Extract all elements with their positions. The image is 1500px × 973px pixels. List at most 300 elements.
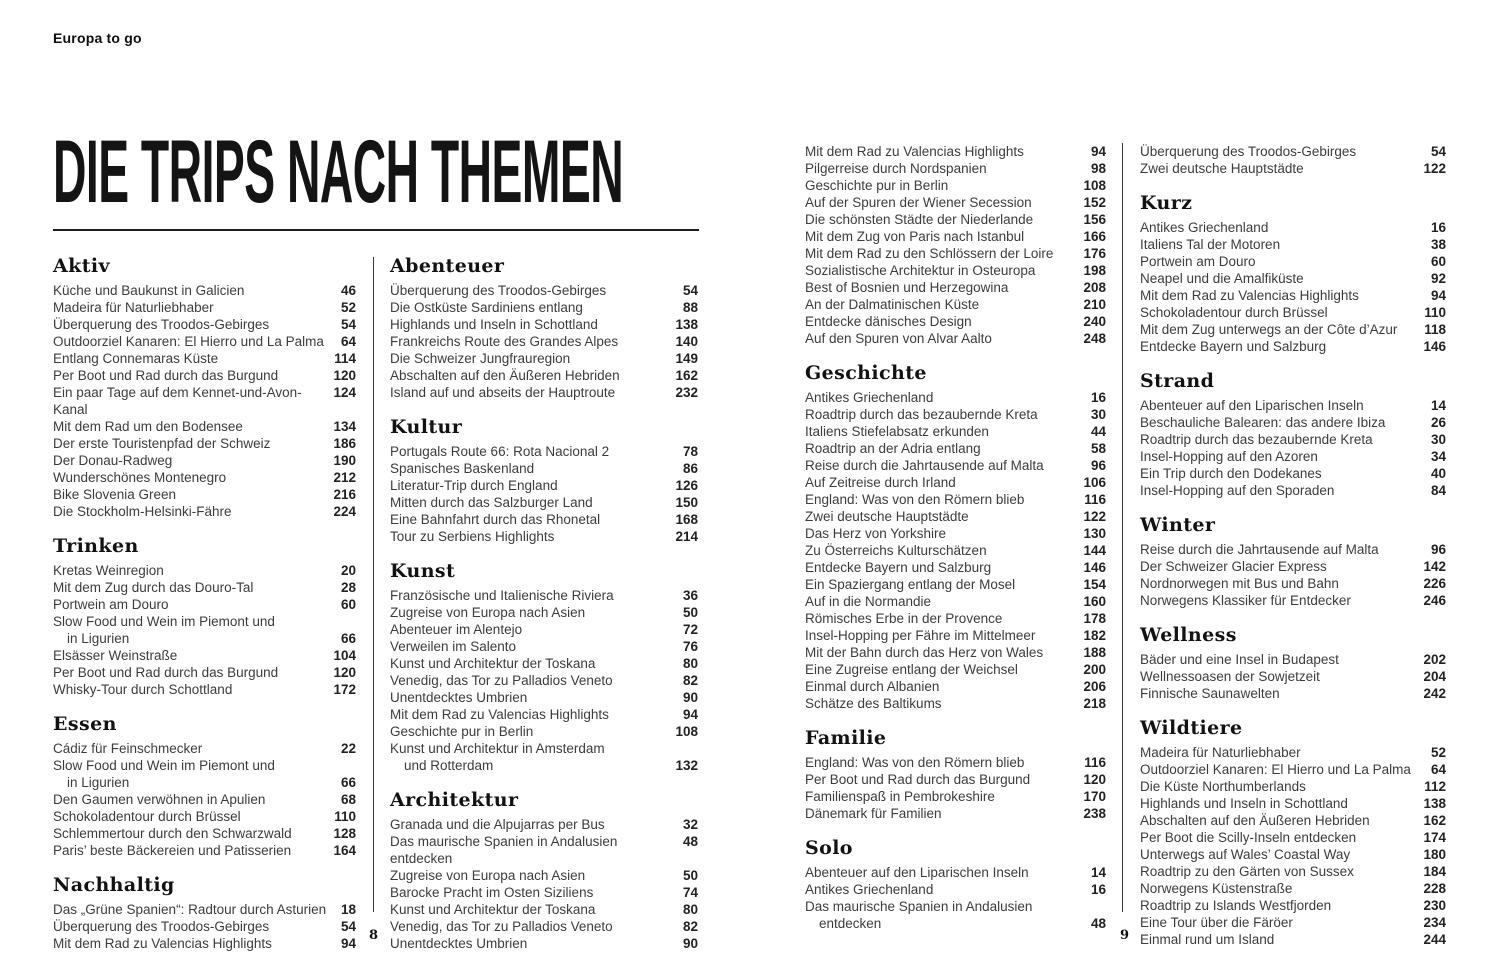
column-divider: [1122, 143, 1123, 912]
entry-page-number: 242: [1423, 686, 1446, 701]
entry-title: Wellnessoasen der Sowjetzeit: [1140, 669, 1320, 684]
toc-entry: [805, 661, 1106, 678]
toc-entry: [1140, 863, 1446, 880]
entry-line: [390, 494, 698, 511]
section-heading: Abenteuer: [390, 255, 505, 277]
entry-title: Entdecke Bayern und Salzburg: [1140, 339, 1327, 354]
entry-line: [805, 542, 1106, 559]
toc-entry: [53, 333, 356, 350]
entry-line: [53, 350, 356, 367]
entry-page-number: 52: [1430, 745, 1446, 760]
entry-page-number: 26: [1430, 415, 1446, 430]
entry-line: [1140, 592, 1446, 609]
toc-entry: [1140, 287, 1446, 304]
toc-entry: [1140, 575, 1446, 592]
entry-line: [1140, 287, 1446, 304]
entry-title: Auf Zeitreise durch Irland: [805, 475, 956, 490]
entry-page-number: 28: [340, 580, 356, 595]
entry-line: [805, 423, 1106, 440]
entry-line: [805, 143, 1106, 160]
entry-line: [1140, 541, 1446, 558]
section-heading: Winter: [1140, 514, 1216, 536]
entry-line: [390, 935, 698, 952]
entry-page-number: 96: [1090, 458, 1106, 473]
entry-page-number: 84: [1430, 483, 1446, 498]
entry-line: [1140, 685, 1446, 702]
entry-page-number: 86: [682, 461, 698, 476]
entry-page-number: 38: [1430, 237, 1446, 252]
entry-page-number: 168: [675, 512, 698, 527]
entry-page-number: 124: [333, 385, 356, 400]
toc-entry: [805, 228, 1106, 245]
entry-title: Mit dem Rad zu Valencias Highlights: [390, 707, 609, 722]
toc-entry: [53, 367, 356, 384]
toc-entry: [1140, 253, 1446, 270]
entry-page-number: 30: [1090, 407, 1106, 422]
entry-title: Tour zu Serbiens Highlights: [390, 529, 555, 544]
entry-line: [390, 299, 698, 316]
entry-line: [1140, 575, 1446, 592]
section-heading: Aktiv: [53, 255, 110, 277]
entry-page-number: 78: [682, 444, 698, 459]
entry-page-number: 202: [1423, 652, 1446, 667]
entry-title: Bike Slovenia Green: [53, 487, 177, 502]
toc-section: [1140, 192, 1446, 355]
entry-line: [805, 525, 1106, 542]
entry-title: Wunderschönes Montenegro: [53, 470, 227, 485]
entry-line: [805, 330, 1106, 347]
entry-line: [53, 901, 356, 918]
entry-title: Überquerung des Troodos-Gebirges: [53, 317, 270, 332]
section-heading: Familie: [805, 727, 887, 749]
entry-page-number: 232: [675, 385, 698, 400]
toc-entry: [805, 644, 1106, 661]
toc-entry: [805, 194, 1106, 211]
page-number-left: 8: [369, 928, 379, 943]
entry-title: Eine Tour über die Färöer: [1140, 915, 1293, 930]
entry-title: Abenteuer im Alentejo: [390, 622, 523, 637]
entry-line: [805, 593, 1106, 610]
column-divider: [373, 257, 374, 912]
toc-entry: [53, 596, 356, 613]
entry-page-number: 216: [333, 487, 356, 502]
toc-entry: [53, 503, 356, 520]
entry-title: Madeira für Naturliebhaber: [53, 300, 214, 315]
entry-title: Mit dem Rad zu den Schlössern der Loire: [805, 246, 1054, 261]
entry-title: Elsässer Weinstraße: [53, 648, 178, 663]
entry-title: Einmal rund um Island: [1140, 932, 1275, 947]
toc-entry: [805, 160, 1106, 177]
entry-page-number: 144: [1083, 543, 1106, 558]
toc-entry: [1140, 846, 1446, 863]
entry-line: [805, 440, 1106, 457]
entry-page-number: 82: [682, 919, 698, 934]
entry-line: [1140, 863, 1446, 880]
entry-page-number: 208: [1083, 280, 1106, 295]
entry-page-number: 126: [675, 478, 698, 493]
entry-title: Römisches Erbe in der Provence: [805, 611, 1003, 626]
entry-line: [1140, 431, 1446, 448]
entry-page-number: 66: [340, 631, 356, 646]
toc-entry: [1140, 880, 1446, 897]
entry-title: Verweilen im Salento: [390, 639, 517, 654]
entry-title: Mit dem Zug unterwegs an der Côte d’Azur: [1140, 322, 1398, 337]
entry-line: [1140, 812, 1446, 829]
entry-title: Norwegens Küstenstraße: [1140, 881, 1293, 896]
toc-section: [805, 143, 1106, 347]
entry-line: [390, 621, 698, 638]
entry-title: Überquerung des Troodos-Gebirges: [1140, 144, 1357, 159]
section-heading: Architektur: [390, 789, 519, 811]
toc-entry: [390, 706, 698, 723]
entry-title: Insel-Hopping per Fähre im Mittelmeer: [805, 628, 1036, 643]
toc-entry: [805, 330, 1106, 347]
entry-line: [1140, 846, 1446, 863]
toc-entry: [1140, 465, 1446, 482]
entry-page-number: 60: [1430, 254, 1446, 269]
entry-line: [390, 367, 698, 384]
toc-entry: [390, 867, 698, 884]
entry-page-number: 212: [333, 470, 356, 485]
entry-line: [805, 695, 1106, 712]
toc-entry: [805, 440, 1106, 457]
entry-page-number: 116: [1084, 755, 1106, 770]
entry-title: Insel-Hopping auf den Azoren: [1140, 449, 1318, 464]
toc-entry: [53, 435, 356, 452]
entry-title: Ein Trip durch den Dodekanes: [1140, 466, 1322, 481]
toc-entry: [805, 898, 1106, 932]
toc-entry: [53, 757, 356, 791]
toc-section: [53, 874, 356, 952]
entry-page-number: 104: [333, 648, 356, 663]
entry-page-number: 54: [340, 919, 356, 934]
section-heading: Kurz: [1140, 192, 1193, 214]
entry-title: Per Boot und Rad durch das Burgund: [53, 368, 279, 383]
entry-line: [805, 788, 1106, 805]
entry-page-number: 170: [1083, 789, 1106, 804]
entry-page-number: 154: [1083, 577, 1106, 592]
entry-title: Auf in die Normandie: [805, 594, 932, 609]
entry-page-number: 234: [1423, 915, 1446, 930]
toc-entry: [1140, 414, 1446, 431]
entry-title: Sozialistische Architektur in Osteuropa: [805, 263, 1036, 278]
entry-title: Ein paar Tage auf dem Kennet-und-Avon-Kanal: [53, 385, 302, 417]
entry-line: [1140, 761, 1446, 778]
entry-title: Neapel und die Amalfiküste: [1140, 271, 1304, 286]
toc-entry: [1140, 304, 1446, 321]
entry-line: [1140, 465, 1446, 482]
entry-title: Mit dem Rad zu Valencias Highlights: [53, 936, 272, 951]
entry-line: [805, 678, 1106, 695]
toc-entry: [805, 262, 1106, 279]
section-heading: Strand: [1140, 370, 1215, 392]
entry-page-number: 76: [682, 639, 698, 654]
toc-entry: [390, 367, 698, 384]
toc-entry: [390, 672, 698, 689]
entry-page-number: 244: [1423, 932, 1446, 947]
entry-title: Roadtrip zu den Gärten von Sussex: [1140, 864, 1354, 879]
entry-title: Entlang Connemaras Küste: [53, 351, 219, 366]
toc-entry: [1140, 143, 1446, 160]
entry-title: Der Donau-Radweg: [53, 453, 173, 468]
entry-line: [805, 491, 1106, 508]
entry-page-number: 40: [1430, 466, 1446, 481]
entry-line: [1140, 270, 1446, 287]
entry-line: [1140, 414, 1446, 431]
toc-entry: [1140, 270, 1446, 287]
toc-entry: [390, 350, 698, 367]
entry-title: Nordnorwegen mit Bus und Bahn: [1140, 576, 1339, 591]
entry-line: [805, 864, 1106, 881]
entry-line: [390, 460, 698, 477]
toc-entry: [1140, 761, 1446, 778]
entry-title: Insel-Hopping auf den Sporaden: [1140, 483, 1335, 498]
toc-entry: [53, 740, 356, 757]
entry-title: Zugreise von Europa nach Asien: [390, 868, 586, 883]
entry-title: Finnische Saunawelten: [1140, 686, 1280, 701]
entry-page-number: 200: [1083, 662, 1106, 677]
page-title: DIE TRIPS NACH THEMEN: [53, 121, 624, 221]
entry-line: [1140, 914, 1446, 931]
toc-entry: [1140, 592, 1446, 609]
entry-title: Slow Food und Wein im Piemont und: [53, 758, 275, 773]
toc-entry: [390, 587, 698, 604]
entry-title: Ein Spaziergang entlang der Mosel: [805, 577, 1016, 592]
toc-entry: [53, 299, 356, 316]
toc-entry: [53, 384, 356, 418]
entry-page-number: 120: [333, 665, 356, 680]
entry-page-number: 226: [1423, 576, 1446, 591]
entry-title: Zugreise von Europa nach Asien: [390, 605, 586, 620]
entry-page-number: 108: [1083, 178, 1106, 193]
toc-entry: [805, 678, 1106, 695]
entry-page-number: 238: [1083, 806, 1106, 821]
section-heading: Kultur: [390, 416, 463, 438]
entry-title: Dänemark für Familien: [805, 806, 942, 821]
entry-page-number: 172: [333, 682, 356, 697]
entry-title: Familienspaß in Pembrokeshire: [805, 789, 995, 804]
toc-entry: [805, 423, 1106, 440]
entry-page-number: 66: [340, 775, 356, 790]
entry-line: [805, 915, 1106, 932]
entry-page-number: 68: [340, 792, 356, 807]
entry-page-number: 50: [682, 868, 698, 883]
entry-title: Paris’ beste Bäckereien und Patisserien: [53, 843, 292, 858]
toc-entry: [390, 621, 698, 638]
entry-title: Küche und Baukunst in Galicien: [53, 283, 245, 298]
toc-entry: [53, 918, 356, 935]
toc-entry: [390, 443, 698, 460]
entry-title: in Ligurien: [67, 631, 130, 646]
entry-title: Portwein am Douro: [1140, 254, 1256, 269]
entry-line: [53, 664, 356, 681]
toc-section: [53, 255, 356, 520]
toc-entry: [53, 350, 356, 367]
entry-line: [805, 279, 1106, 296]
entry-page-number: 198: [1083, 263, 1106, 278]
entry-page-number: 34: [1430, 449, 1446, 464]
entry-line: [805, 194, 1106, 211]
entry-title: Roadtrip zu Islands Westfjorden: [1140, 898, 1332, 913]
entry-line: [390, 816, 698, 833]
entry-line: [1140, 482, 1446, 499]
entry-page-number: 166: [1083, 229, 1106, 244]
entry-line: [805, 610, 1106, 627]
entry-line: [390, 884, 698, 901]
entry-page-number: 14: [1430, 398, 1446, 413]
entry-title: Venedig, das Tor zu Palladios Veneto: [390, 673, 613, 688]
entry-title: Den Gaumen verwöhnen in Apulien: [53, 792, 266, 807]
toc-entry: [53, 647, 356, 664]
entry-title: Island auf und abseits der Hauptroute: [390, 385, 616, 400]
toc-entry: [805, 508, 1106, 525]
entry-line: [53, 452, 356, 469]
toc-entry: [1140, 829, 1446, 846]
entry-page-number: 128: [333, 826, 356, 841]
entry-page-number: 122: [1083, 509, 1106, 524]
entry-title: Spanisches Baskenland: [390, 461, 535, 476]
toc-entry: [1140, 651, 1446, 668]
entry-line: [1140, 338, 1446, 355]
entry-line: [53, 681, 356, 698]
entry-title: Einmal durch Albanien: [805, 679, 940, 694]
entry-title: Entdecke dänisches Design: [805, 314, 972, 329]
entry-page-number: 248: [1083, 331, 1106, 346]
entry-page-number: 142: [1423, 559, 1446, 574]
entry-line: [1140, 651, 1446, 668]
entry-page-number: 48: [1090, 916, 1106, 931]
entry-line: [1140, 744, 1446, 761]
entry-title: in Ligurien: [67, 775, 130, 790]
entry-title: Outdoorziel Kanaren: El Hierro und La Palma: [1140, 762, 1411, 777]
entry-line: [805, 457, 1106, 474]
toc-section: [1140, 370, 1446, 499]
entry-line: [53, 647, 356, 664]
entry-page-number: 228: [1423, 881, 1446, 896]
entry-page-number: 116: [1084, 492, 1106, 507]
entry-title: An der Dalmatinischen Küste: [805, 297, 980, 312]
entry-page-number: 82: [682, 673, 698, 688]
entry-line: [1140, 880, 1446, 897]
entry-page-number: 210: [1083, 297, 1106, 312]
entry-line: [53, 935, 356, 952]
toc-section: [1140, 624, 1446, 702]
entry-page-number: 146: [1083, 560, 1106, 575]
title-rule: [53, 229, 699, 231]
entry-line: [390, 757, 698, 774]
toc-entry: [805, 474, 1106, 491]
section-heading: Wildtiere: [1140, 717, 1243, 739]
entry-title: Roadtrip durch das bezaubernde Kreta: [805, 407, 1038, 422]
section-heading: Wellness: [1140, 624, 1237, 646]
entry-title: Literatur-Trip durch England: [390, 478, 558, 493]
entry-title: Zwei deutsche Hauptstädte: [1140, 161, 1304, 176]
entry-title: Mitten durch das Salzburger Land: [390, 495, 593, 510]
entry-page-number: 110: [334, 809, 356, 824]
toc-entry: [1140, 685, 1446, 702]
entry-line: [53, 299, 356, 316]
entry-line: [805, 296, 1106, 313]
entry-page-number: 110: [1424, 305, 1446, 320]
entry-page-number: 50: [682, 605, 698, 620]
entry-title: Granada und die Alpujarras per Bus: [390, 817, 605, 832]
toc-entry: [805, 610, 1106, 627]
entry-title: Die Schweizer Jungfrauregion: [390, 351, 571, 366]
entry-title: Kunst und Architektur in Amsterdam: [390, 741, 605, 756]
entry-title: Mit dem Rad zu Valencias Highlights: [1140, 288, 1359, 303]
entry-page-number: 162: [1423, 813, 1446, 828]
entry-line: [53, 825, 356, 842]
entry-page-number: 164: [333, 843, 356, 858]
entry-line: [390, 443, 698, 460]
entry-page-number: 146: [1423, 339, 1446, 354]
entry-line: [805, 313, 1106, 330]
toc-entry: [1140, 397, 1446, 414]
entry-title: Unentdecktes Umbrien: [390, 690, 528, 705]
entry-line: [805, 881, 1106, 898]
entry-title: Highlands und Inseln in Schottland: [1140, 796, 1348, 811]
toc-entry: [390, 723, 698, 740]
entry-title: Roadtrip durch das bezaubernde Kreta: [1140, 432, 1373, 447]
entry-title: Abschalten auf den Äußeren Hebriden: [390, 368, 620, 383]
entry-page-number: 206: [1083, 679, 1106, 694]
entry-line: [53, 842, 356, 859]
toc-entry: [1140, 558, 1446, 575]
toc-entry: [1140, 744, 1446, 761]
entry-page-number: 54: [1430, 144, 1446, 159]
toc-entry: [53, 452, 356, 469]
entry-page-number: 178: [1083, 611, 1106, 626]
entry-line: [390, 689, 698, 706]
entry-title: Auf den Spuren von Alvar Aalto: [805, 331, 992, 346]
entry-title: Italiens Stiefelabsatz erkunden: [805, 424, 989, 439]
toc-entry: [390, 833, 698, 867]
entry-page-number: 44: [1090, 424, 1106, 439]
toc-entry: [1140, 236, 1446, 253]
entry-title: Abschalten auf den Äußeren Hebriden: [1140, 813, 1370, 828]
page-number-right: 9: [1120, 928, 1130, 943]
toc-entry: [805, 491, 1106, 508]
entry-page-number: 186: [333, 436, 356, 451]
entry-title: Reise durch die Jahrtausende auf Malta: [805, 458, 1044, 473]
entry-page-number: 150: [675, 495, 698, 510]
entry-line: [390, 587, 698, 604]
section-heading: Geschichte: [805, 362, 927, 384]
entry-line: [805, 644, 1106, 661]
entry-page-number: 64: [1430, 762, 1446, 777]
entry-line: [1140, 448, 1446, 465]
entry-line: [390, 528, 698, 545]
entry-title: Pilgerreise durch Nordspanien: [805, 161, 987, 176]
entry-line: [390, 706, 698, 723]
toc-section: [390, 560, 698, 774]
toc-section: [390, 416, 698, 545]
entry-line: [53, 486, 356, 503]
entry-page-number: 184: [1423, 864, 1446, 879]
entry-title: Zwei deutsche Hauptstädte: [805, 509, 969, 524]
toc-section: [805, 727, 1106, 822]
toc-entry: [1140, 795, 1446, 812]
entry-page-number: 204: [1423, 669, 1446, 684]
entry-page-number: 92: [1430, 271, 1446, 286]
entry-line: [1140, 219, 1446, 236]
entry-line: [1140, 304, 1446, 321]
toc-entry: [53, 825, 356, 842]
entry-page-number: 134: [333, 419, 356, 434]
entry-line: [805, 262, 1106, 279]
toc-entry: [1140, 931, 1446, 948]
entry-page-number: 54: [340, 317, 356, 332]
